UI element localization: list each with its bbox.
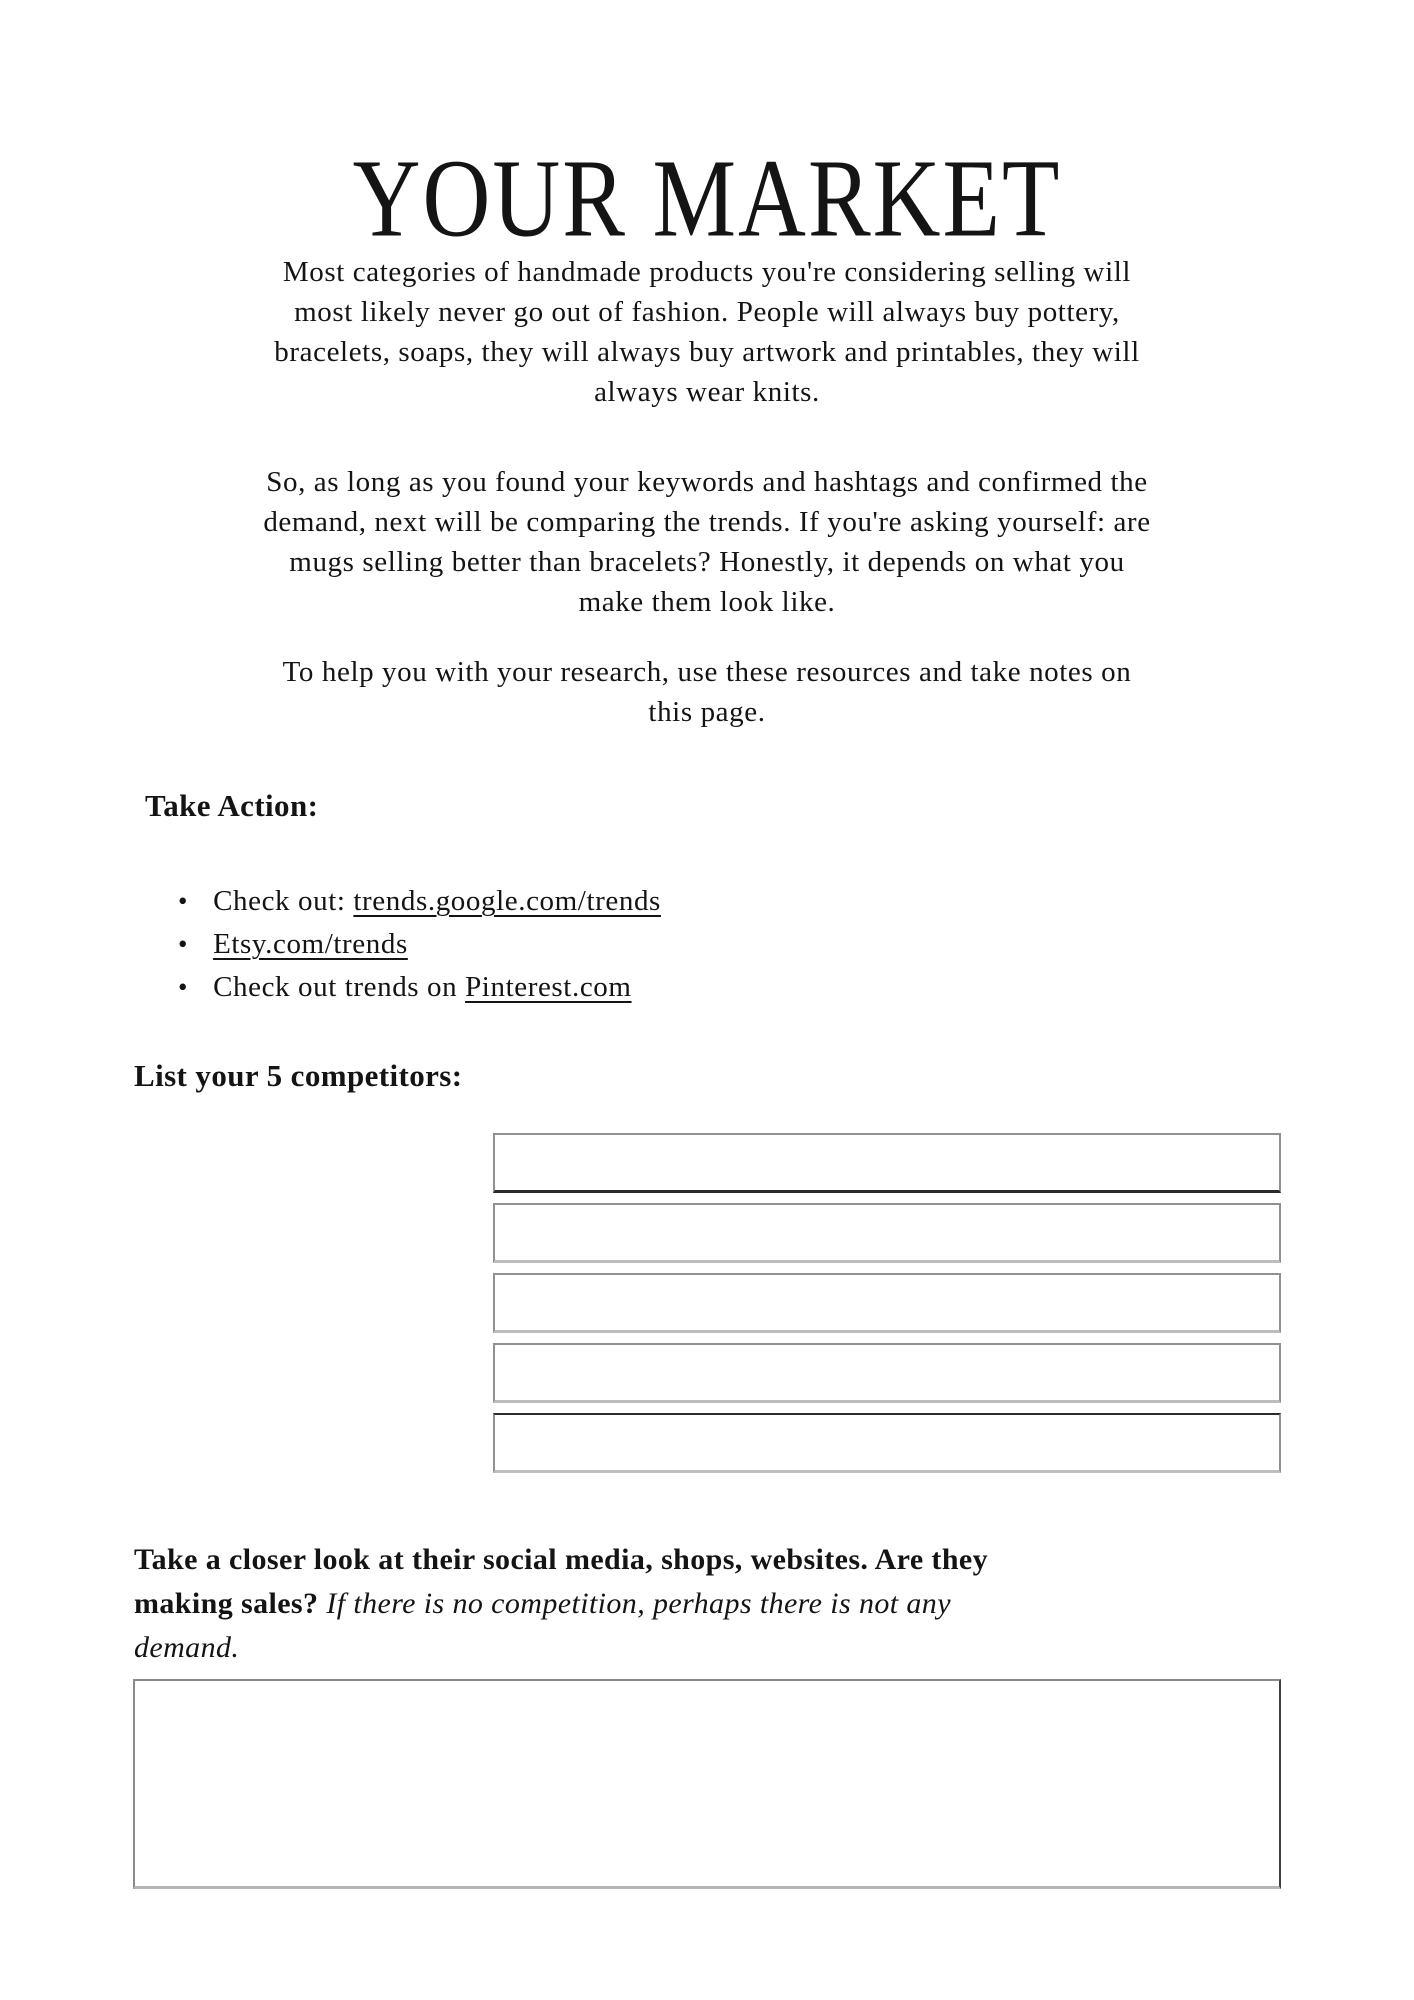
bullet-text bbox=[213, 880, 661, 923]
italic-text: demand. bbox=[134, 1631, 240, 1664]
paragraph-line: bracelets, soaps, they will always buy artwork and printables, they will bbox=[274, 336, 1140, 368]
competitor-input-1[interactable] bbox=[493, 1133, 1281, 1193]
link-pinterest[interactable]: Pinterest.com bbox=[465, 971, 632, 1003]
paragraph-line: To help you with your research, use these resources and take notes on bbox=[282, 656, 1132, 688]
paragraph-line: mugs selling better than bracelets? Honestly, it depends on what you bbox=[289, 546, 1125, 578]
bullet-prefix: Check out: bbox=[213, 885, 354, 917]
list-item bbox=[178, 966, 661, 1009]
list-item bbox=[178, 880, 661, 923]
bold-text: Take a closer look at their social media, shops, websites. Are they bbox=[134, 1543, 989, 1576]
list-item bbox=[178, 923, 661, 966]
intro-paragraph-2 bbox=[0, 462, 1414, 622]
bullet-icon: • bbox=[178, 972, 189, 1002]
competitors-heading: List your 5 competitors: bbox=[134, 1058, 463, 1093]
resource-bullet-list bbox=[178, 880, 661, 1009]
competitor-inputs bbox=[493, 1133, 1281, 1473]
paragraph-line: always wear knits. bbox=[594, 376, 820, 408]
paragraph-line: demand, next will be comparing the trends. If you're asking yourself: are bbox=[263, 506, 1151, 538]
competitor-input-2[interactable] bbox=[493, 1203, 1281, 1263]
paragraph-line bbox=[134, 1582, 1244, 1626]
paragraph-line bbox=[134, 1626, 1244, 1670]
notes-input[interactable] bbox=[133, 1679, 1281, 1889]
paragraph-line: this page. bbox=[648, 696, 766, 728]
paragraph-line: So, as long as you found your keywords and hashtags and confirmed the bbox=[266, 466, 1148, 498]
take-action-heading: Take Action: bbox=[145, 788, 319, 823]
page-title: YOUR MARKET bbox=[352, 137, 1062, 261]
paragraph-line: make them look like. bbox=[578, 586, 836, 618]
link-etsy-trends[interactable]: Etsy.com/trends bbox=[213, 928, 408, 960]
intro-paragraph-1 bbox=[0, 252, 1414, 412]
competitor-input-4[interactable] bbox=[493, 1343, 1281, 1403]
competitor-input-5[interactable] bbox=[493, 1413, 1281, 1473]
bold-text: making sales? bbox=[134, 1587, 319, 1620]
closer-look-paragraph bbox=[134, 1538, 1244, 1670]
italic-text: If there is no competition, perhaps there is not any bbox=[326, 1587, 951, 1620]
bullet-text bbox=[213, 923, 408, 966]
paragraph-line: most likely never go out of fashion. People will always buy pottery, bbox=[294, 296, 1120, 328]
bullet-text bbox=[213, 966, 631, 1009]
paragraph-line: Most categories of handmade products you're considering selling will bbox=[282, 256, 1132, 288]
bullet-prefix: Check out trends on bbox=[213, 971, 466, 1003]
link-google-trends[interactable]: trends.google.com/trends bbox=[353, 885, 661, 917]
intro-paragraph-3 bbox=[0, 652, 1414, 732]
paragraph-line bbox=[134, 1538, 1244, 1582]
bullet-icon: • bbox=[178, 886, 189, 916]
bullet-icon: • bbox=[178, 929, 189, 959]
competitor-input-3[interactable] bbox=[493, 1273, 1281, 1333]
